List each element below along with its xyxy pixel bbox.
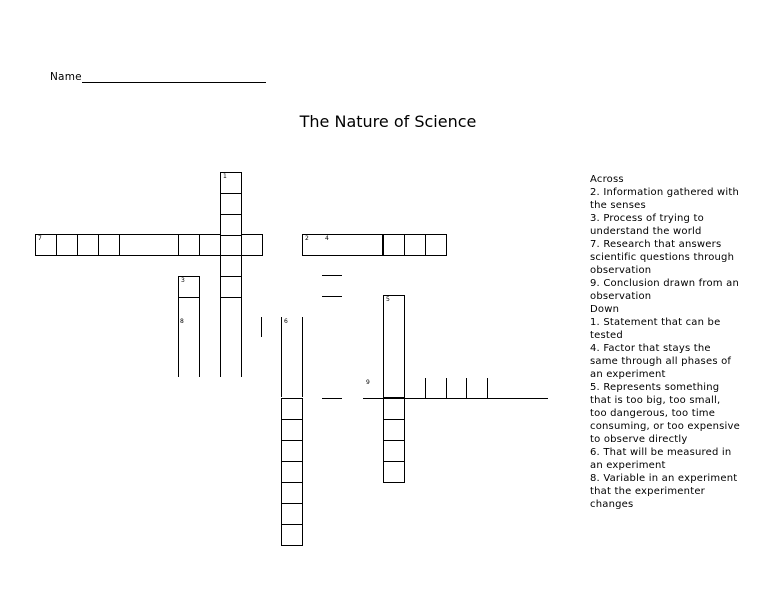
crossword-cell[interactable] <box>281 419 303 441</box>
clue-number: 8 <box>180 318 184 325</box>
crossword-cell[interactable] <box>220 255 242 277</box>
grid-line <box>425 378 426 398</box>
crossword-cell[interactable] <box>404 234 426 256</box>
grid-line <box>281 317 282 397</box>
grid-line <box>261 317 262 337</box>
crossword-cell[interactable] <box>383 461 405 483</box>
grid-line <box>466 378 467 398</box>
clue-number: 5 <box>386 296 390 303</box>
crossword-cell[interactable] <box>281 524 303 546</box>
across-clue: 3. Process of trying to understand the world <box>590 213 704 237</box>
page-title: The Nature of Science <box>299 112 477 131</box>
clue-number: 1 <box>223 173 227 180</box>
clue-number: 9 <box>366 379 370 386</box>
crossword-cell[interactable] <box>281 503 303 525</box>
crossword-cell[interactable] <box>56 234 78 256</box>
crossword-cell[interactable] <box>383 440 405 462</box>
down-clue: 4. Factor that stays the same through all phases of an experiment <box>590 343 732 380</box>
crossword-cell[interactable] <box>241 234 263 256</box>
grid-line <box>322 296 342 297</box>
across-clue: 7. Research that answers scientific questions through observation <box>590 239 735 276</box>
name-label: Name <box>50 71 82 83</box>
clue-number: 7 <box>38 235 42 242</box>
crossword-cell[interactable] <box>178 276 200 298</box>
crossword-cell[interactable] <box>425 234 447 256</box>
crossword-cell[interactable] <box>178 234 200 256</box>
crossword-cell[interactable] <box>119 234 179 256</box>
crossword-cell[interactable] <box>302 234 383 256</box>
down-clue: 1. Statement that can be tested <box>590 317 721 341</box>
crossword-cell[interactable] <box>220 276 242 298</box>
crossword-cell[interactable] <box>281 482 303 504</box>
crossword-cell[interactable] <box>220 234 242 256</box>
down-clue: 5. Represents something that is too big, too small, too dangerous, too time consuming, or too expensive to observe directly <box>590 382 740 445</box>
crossword-cell[interactable] <box>281 440 303 462</box>
across-clue: 2. Information gathered with the senses <box>590 187 740 211</box>
crossword-cell[interactable] <box>281 461 303 483</box>
grid-line <box>446 378 447 398</box>
crossword-cell[interactable] <box>98 234 120 256</box>
crossword-cell[interactable] <box>77 234 99 256</box>
across-clue: 9. Conclusion drawn from an observation <box>590 278 739 302</box>
crossword-cell[interactable] <box>281 398 303 420</box>
crossword-cell[interactable] <box>220 214 242 236</box>
crossword-cell[interactable] <box>383 295 405 398</box>
grid-line <box>322 275 342 276</box>
down-clue: 6. That will be measured in an experiment <box>590 447 732 471</box>
grid-line <box>199 297 200 377</box>
crossword-cell[interactable] <box>220 193 242 215</box>
grid-line <box>487 378 488 398</box>
grid-line <box>302 317 303 397</box>
crossword-cell[interactable] <box>35 234 57 256</box>
crossword-cell[interactable] <box>383 419 405 441</box>
grid-line <box>322 398 342 399</box>
grid-line <box>363 398 548 399</box>
clue-list <box>590 173 740 511</box>
grid-line <box>220 297 221 377</box>
crossword-cell[interactable] <box>199 234 221 256</box>
across-heading: Across <box>590 174 624 185</box>
crossword-cell[interactable] <box>383 398 405 420</box>
grid-line <box>241 297 242 377</box>
crossword-cell[interactable] <box>383 234 405 256</box>
clue-number: 4 <box>325 235 329 242</box>
clue-number: 6 <box>284 318 288 325</box>
crossword-cell[interactable] <box>220 172 242 194</box>
grid-line <box>178 297 179 377</box>
clue-number: 2 <box>305 235 309 242</box>
clue-number: 3 <box>181 277 185 284</box>
down-heading: Down <box>590 304 620 315</box>
down-clue: 8. Variable in an experiment that the experimenter changes <box>590 473 738 510</box>
